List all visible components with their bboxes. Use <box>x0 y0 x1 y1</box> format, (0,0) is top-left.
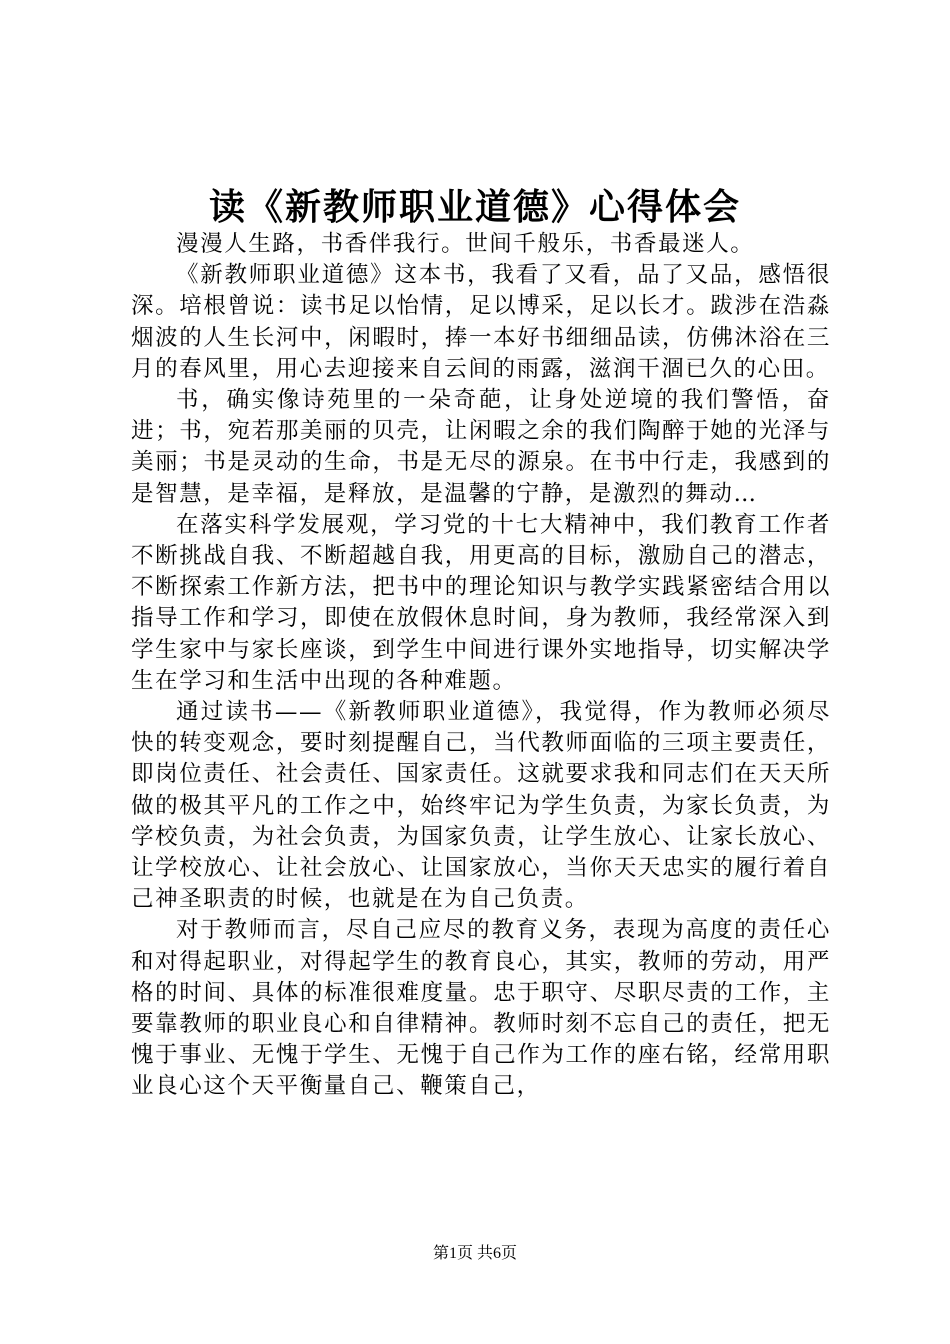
paragraph-3: 书，确实像诗苑里的一朵奇葩，让身处逆境的我们警悟，奋进；书，宛若那美丽的贝壳，让闲暇之余的我们陶醉于她的光泽与美丽；书是灵动的生命，书是无尽的源泉。在书中行走，我感到的是智慧，是幸福，是释放，是温馨的宁静，是激烈的舞动… <box>131 387 831 507</box>
paragraph-6: 对于教师而言，尽自己应尽的教育义务，表现为高度的责任心和对得起职业，对得起学生的教育良心，其实，教师的劳动，用严格的时间、具体的标准很难度量。忠于职守、尽职尽责的工作，主要靠教师的职业良心和自律精神。教师时刻不忘自己的责任，把无愧于事业、无愧于学生、无愧于自己作为工作的座右铭，经常用职业良心这个天平衡量自己、鞭策自己， <box>131 917 831 1100</box>
document-title: 读《新教师职业道德》心得体会 <box>208 186 741 228</box>
document-body <box>131 229 831 1103</box>
paragraph-2: 《新教师职业道德》这本书，我看了又看，品了又品，感悟很深。培根曾说：读书足以怡情，足以博采，足以长才。跋涉在浩淼烟波的人生长河中，闲暇时，捧一本好书细细品读，仿佛沐浴在三月的春风里，用心去迎接来自云间的雨露，滋润干涸已久的心田。 <box>131 262 831 382</box>
paragraph-5: 通过读书——《新教师职业道德》，我觉得，作为教师必须尽快的转变观念，要时刻提醒自己，当代教师面临的三项主要责任，即岗位责任、社会责任、国家责任。这就要求我和同志们在天天所做的极其平凡的工作之中，始终牢记为学生负责，为家长负责，为学校负责，为社会负责，为国家负责，让学生放心、让家长放心、让学校放心、让社会放心、让国家放心，当你天天忠实的履行着自己神圣职责的时候，也就是在为自己负责。 <box>131 699 831 913</box>
paragraph-1: 漫漫人生路，书香伴我行。世间千般乐，书香最迷人。 <box>176 231 755 257</box>
page-footer: 第1页 共6页 <box>432 1245 517 1262</box>
paragraph-4: 在落实科学发展观，学习党的十七大精神中，我们教育工作者不断挑战自我、不断超越自我，用更高的目标，激励自己的潜志，不断探索工作新方法，把书中的理论知识与教学实践紧密结合用以指导工作和学习，即使在放假休息时间，身为教师，我经常深入到学生家中与家长座谈，到学生中间进行课外实地指导，切实解决学生在学习和生活中出现的各种难题。 <box>131 511 831 694</box>
